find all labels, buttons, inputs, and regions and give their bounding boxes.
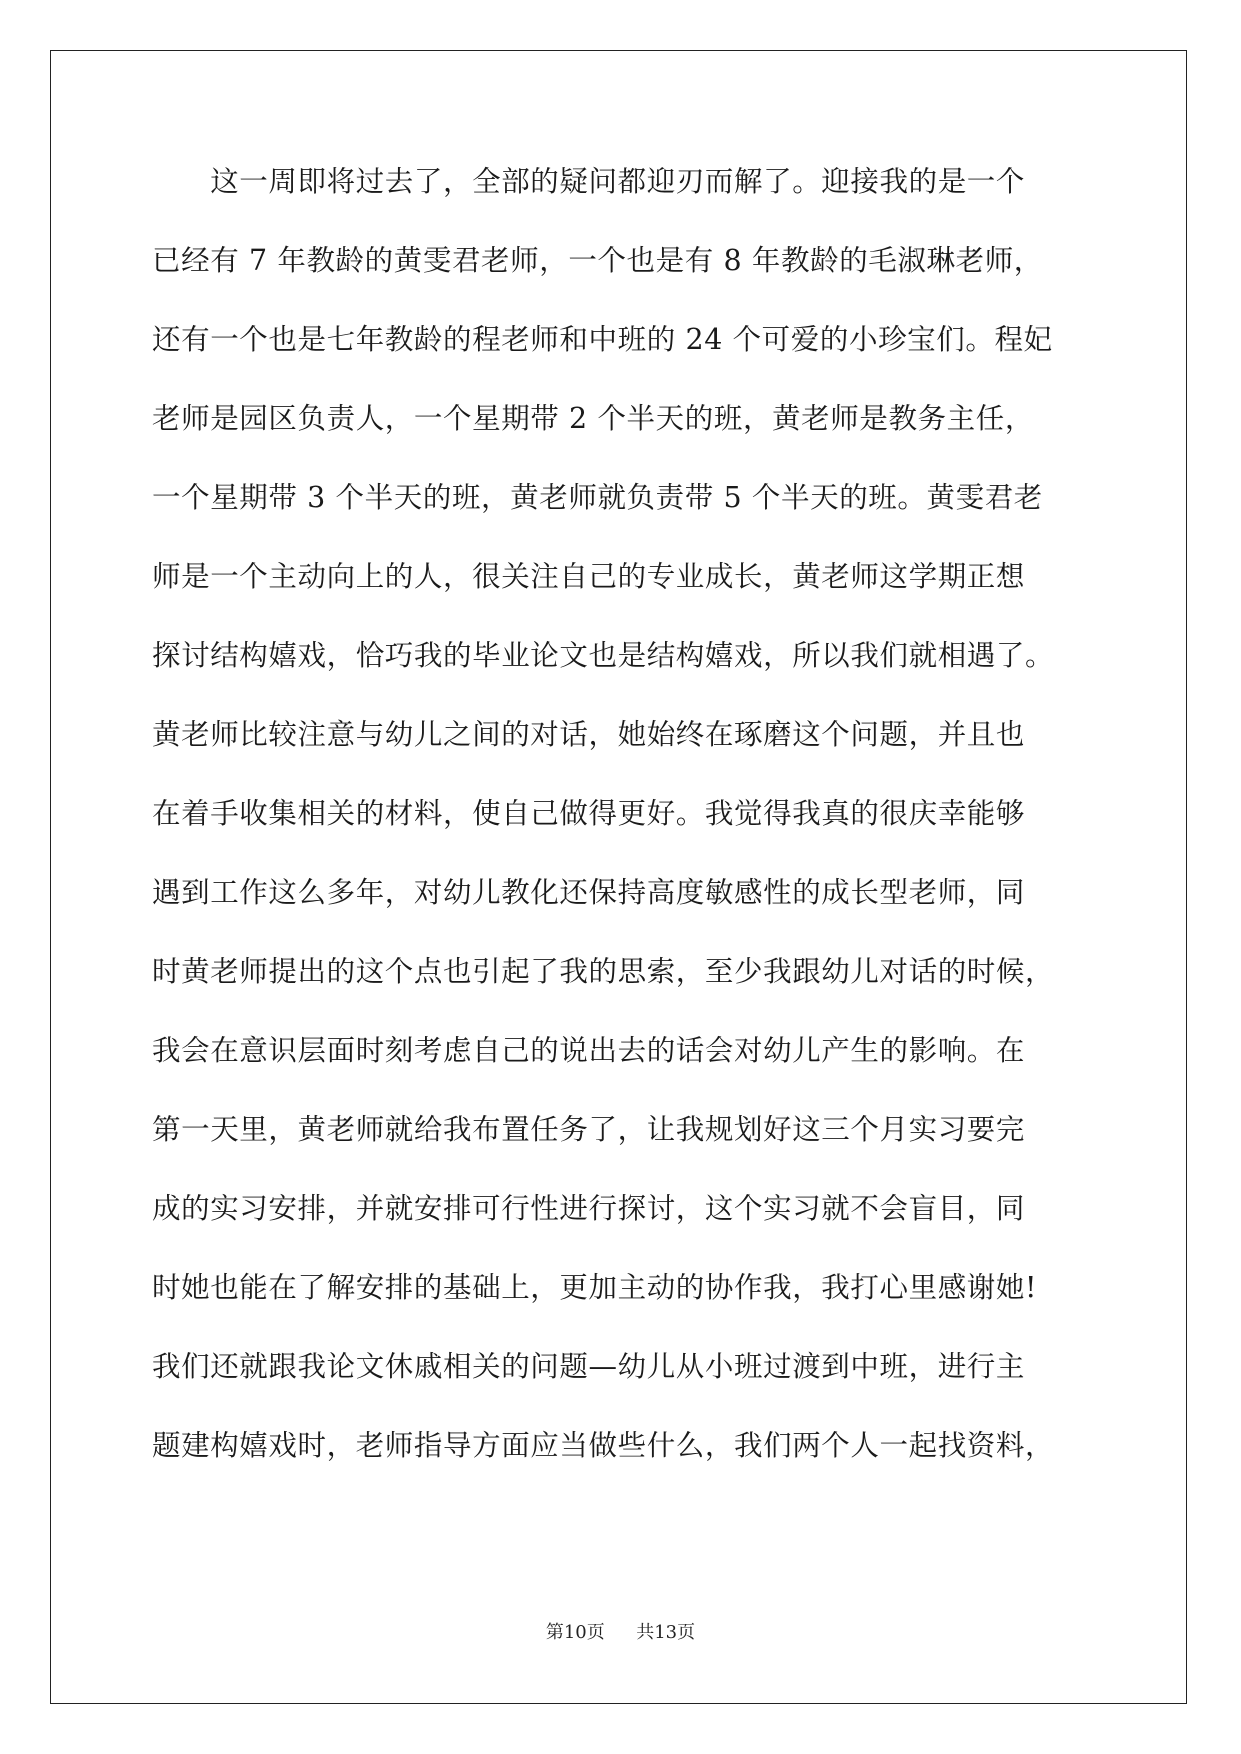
text-line: 黄老师比较注意与幼儿之间的对话，她始终在琢磨这个问题，并且也 bbox=[152, 718, 1026, 751]
text-line: 我们还就跟我论文休戚相关的问题—幼儿从小班过渡到中班，进行主 bbox=[152, 1350, 1026, 1383]
text-line: 时她也能在了解安排的基础上，更加主动的协作我，我打心里感谢她! bbox=[152, 1271, 1038, 1304]
text-line: 第一天里，黄老师就给我布置任务了，让我规划好这三个月实习要完 bbox=[152, 1113, 1026, 1146]
text-line: 题建构嬉戏时，老师指导方面应当做些什么，我们两个人一起找资料， bbox=[152, 1429, 1055, 1462]
text-line: 还有一个也是七年教龄的程老师和中班的 24 个可爱的小珍宝们。程妃 bbox=[152, 323, 1053, 356]
text-line: 遇到工作这么多年，对幼儿教化还保持高度敏感性的成长型老师，同 bbox=[152, 876, 1026, 909]
body-text bbox=[152, 162, 1112, 1505]
page-total: 共13页 bbox=[636, 1622, 696, 1643]
page-footer bbox=[0, 1618, 1241, 1644]
text-line: 一个星期带 3 个半天的班，黄老师就负责带 5 个半天的班。黄雯君老 bbox=[152, 481, 1043, 514]
text-line: 老师是园区负责人，一个星期带 2 个半天的班，黄老师是教务主任， bbox=[152, 402, 1034, 435]
text-line: 成的实习安排，并就安排可行性进行探讨，这个实习就不会盲目，同 bbox=[152, 1192, 1026, 1225]
text-line: 已经有 7 年教龄的黄雯君老师，一个也是有 8 年教龄的毛淑琳老师， bbox=[152, 244, 1043, 277]
text-line: 这一周即将过去了，全部的疑问都迎刃而解了。迎接我的是一个 bbox=[152, 165, 1026, 198]
text-line: 探讨结构嬉戏，恰巧我的毕业论文也是结构嬉戏，所以我们就相遇了。 bbox=[152, 639, 1055, 672]
page-number: 第10页 bbox=[545, 1622, 605, 1643]
text-line: 在着手收集相关的材料，使自己做得更好。我觉得我真的很庆幸能够 bbox=[152, 797, 1026, 830]
text-line: 我会在意识层面时刻考虑自己的说出去的话会对幼儿产生的影响。在 bbox=[152, 1034, 1026, 1067]
text-line: 师是一个主动向上的人，很关注自己的专业成长，黄老师这学期正想 bbox=[152, 560, 1026, 593]
text-line: 时黄老师提出的这个点也引起了我的思索，至少我跟幼儿对话的时候， bbox=[152, 955, 1055, 988]
